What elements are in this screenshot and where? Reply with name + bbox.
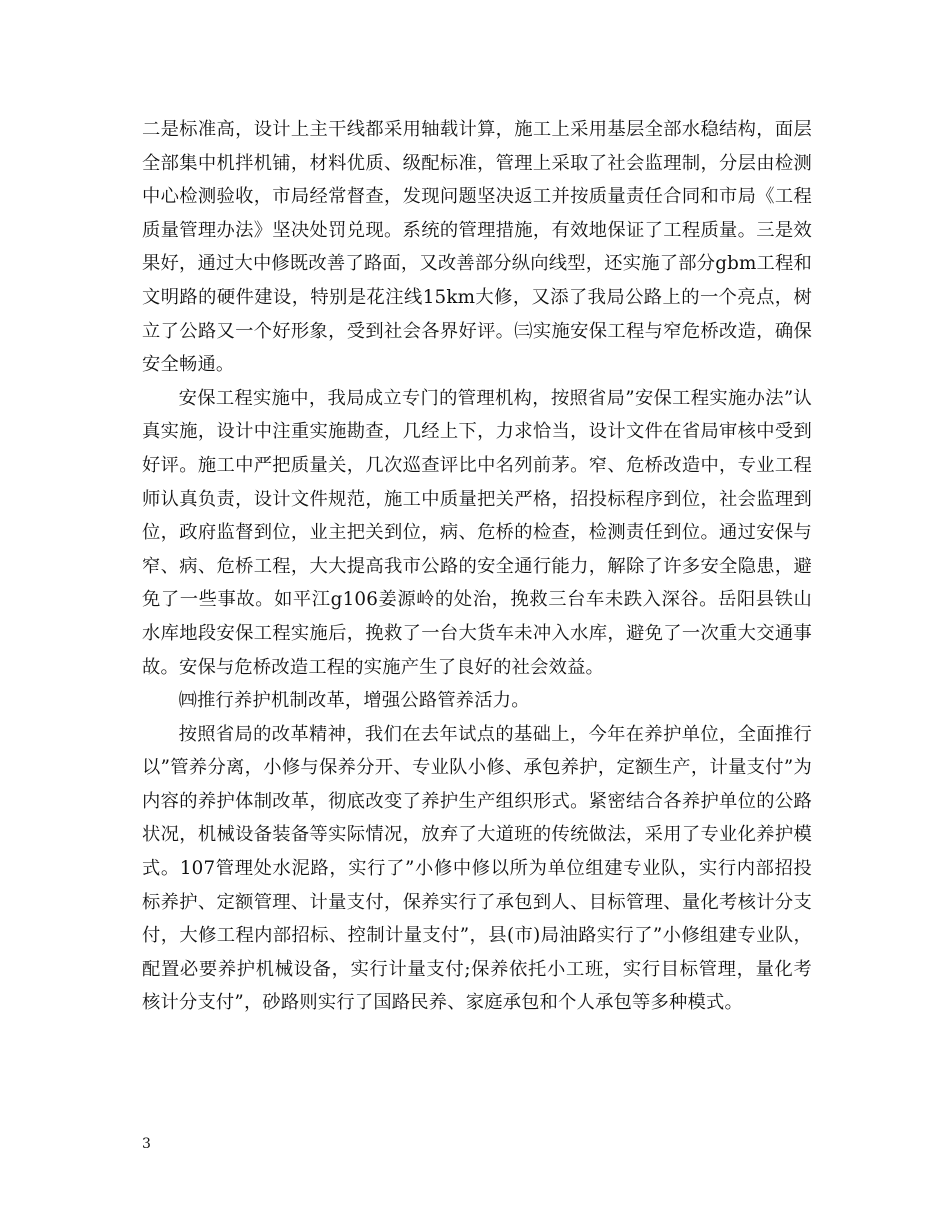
body-text <box>142 113 812 1020</box>
paragraph-1: 二是标准高，设计上主干线都采用轴载计算，施工上采用基层全部水稳结构，面层全部集中机拌机铺，材料优质、级配标准，管理上采取了社会监理制，分层由检测中心检测验收，市局经常督查，发现问题坚决返工并按质量责任合同和市局《工程质量管理办法》坚决处罚兑现。系统的管理措施，有效地保证了工程质量。三是效果好，通过大中修既改善了路面，又改善部分纵向线型，还实施了部分gbm工程和文明路的硬件建设，特别是花注线15km大修，又添了我局公路上的一个亮点，树立了公路又一个好形象，受到社会各界好评。㈢实施安保工程与窄危桥改造，确保安全畅通。 <box>142 119 812 376</box>
paragraph-2: 安保工程实施中，我局成立专门的管理机构，按照省局”安保工程实施办法”认真实施，设计中注重实施勘查，几经上下，力求恰当，设计文件在省局审核中受到好评。施工中严把质量关，几次巡查评比中名列前茅。窄、危桥改造中，专业工程师认真负责，设计文件规范，施工中质量把关严格，招投标程序到位，社会监理到位，政府监督到位，业主把关到位，病、危桥的检查，检测责任到位。通过安保与窄、病、危桥工程，大大提高我市公路的安全通行能力，解除了许多安全隐患，避免了一些事故。如平江g106姜源岭的处治，挽救三台车未跌入深谷。岳阳县铁山水库地段安保工程实施后，挽救了一台大货车未冲入水库，避免了一次重大交通事故。安保与危桥改造工程的实施产生了良好的社会效益。 <box>142 387 812 678</box>
page-number: 3 <box>142 1136 151 1152</box>
paragraph-4: 按照省局的改革精神，我们在去年试点的基础上，今年在养护单位，全面推行以”管养分离，小修与保养分开、专业队小修、承包养护，定额生产，计量支付”为内容的养护体制改革，彻底改变了养护生产组织形式。紧密结合各养护单位的公路状况，机械设备装备等实际情况，放弃了大道班的传统做法，采用了专业化养护模式。107管理处水泥路，实行了”小修中修以所为单位组建专业队，实行内部招投标养护、定额管理、计量支付，保养实行了承包到人、目标管理、量化考核计分支付，大修工程内部招标、控制计量支付”，县(市)局油路实行了”小修组建专业队，配置必要养护机械设备，实行计量支付;保养依托小工班，实行目标管理，量化考核计分支付”，砂路则实行了国路民养、家庭承包和个人承包等多种模式。 <box>142 723 812 1014</box>
paragraph-3-heading: ㈣推行养护机制改革，增强公路管养活力。 <box>178 690 530 712</box>
